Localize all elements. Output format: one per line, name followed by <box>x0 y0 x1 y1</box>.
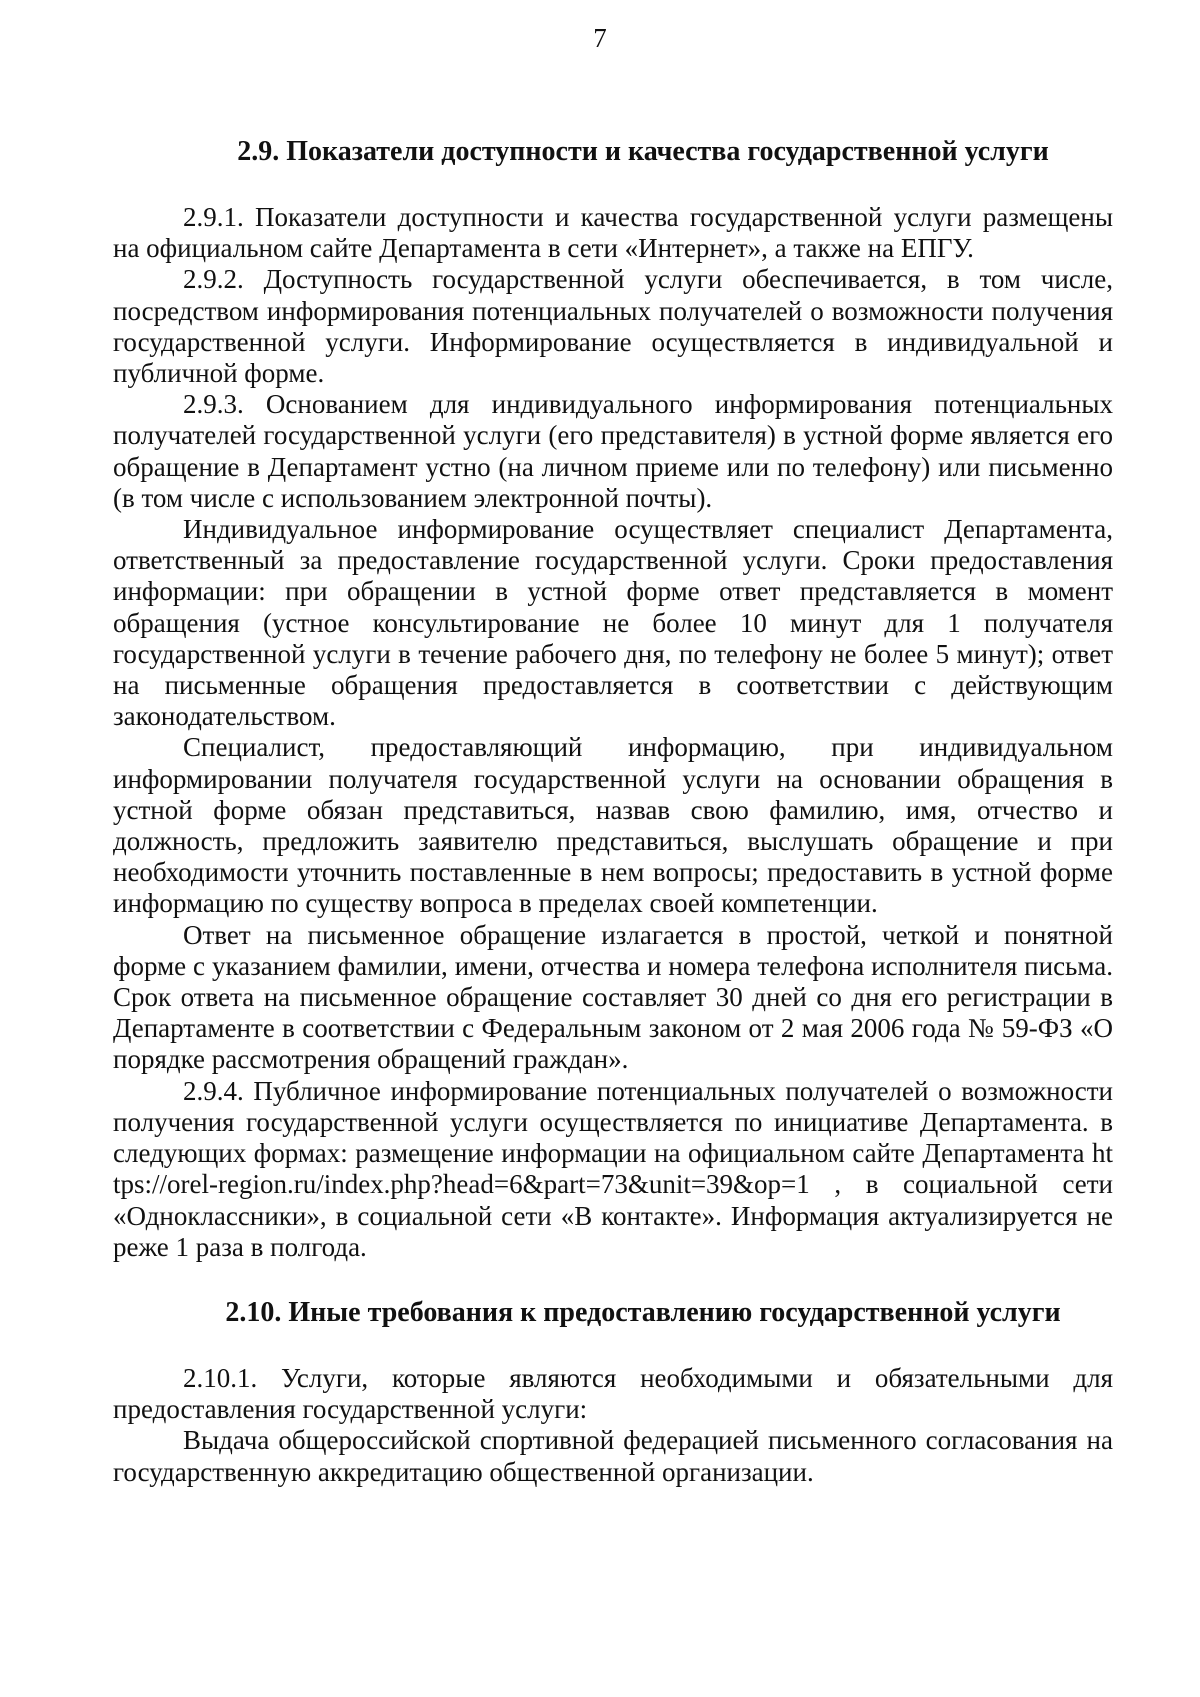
paragraph-2-9-4-text-start: 2.9.4. Публичное информирование потенциальных получателей о возможности получения государственной услуги осуществляется по инициативе Департамента. в следующих формах: размещение информации на официальном сайте Департамента <box>113 1075 1113 1169</box>
paragraph-2-9-1: 2.9.1. Показатели доступности и качества государственной услуги размещены на официальном сайте Департамента в сети «Интернет», а также на ЕПГУ. <box>113 202 1113 264</box>
paragraph-individual-informing: Индивидуальное информирование осуществляет специалист Департамента, ответственный за предоставление государственной услуги. Сроки предоставления информации: при обращении в устной форме ответ представляется в момент обращения (устное консультирование не более 10 минут для 1 получателя государственной услуги в течение рабочего дня, по телефону не более 5 минут); ответ на письменные обращения предоставляется в соответствии с действующим законодательством. <box>113 514 1113 732</box>
paragraph-2-9-4 <box>113 1076 1113 1263</box>
paragraph-2-9-2: 2.9.2. Доступность государственной услуги обеспечивается, в том числе, посредством информирования потенциальных получателей о возможности получения государственной услуги. Информирование осуществляется в индивидуальной и публичной форме. <box>113 264 1113 389</box>
paragraph-federation-approval: Выдача общероссийской спортивной федерацией письменного согласования на государственную аккредитацию общественной организации. <box>113 1425 1113 1487</box>
department-site-url: https://orel-region.ru/index.php?head=6&part=73&unit=39&op=1 <box>113 1138 1113 1200</box>
document-body <box>113 136 1113 1488</box>
paragraph-2-10-1: 2.10.1. Услуги, которые являются необходимыми и обязательными для предоставления государственной услуги: <box>113 1362 1113 1425</box>
section-heading-2-10: 2.10. Иные требования к предоставлению государственной услуги <box>225 1296 1061 1328</box>
paragraph-specialist-duties: Специалист, предоставляющий информацию, при индивидуальном информировании получателя государственной услуги на основании обращения в устной форме обязан представиться, назвав свою фамилию, имя, отчество и должность, предложить заявителю представиться, выслушать обращение и при необходимости уточнить поставленные в нем вопросы; предоставить в устной форме информацию по существу вопроса в пределах своей компетенции. <box>113 732 1113 919</box>
paragraph-2-9-4-text-end: , в социальной сети «Одноклассники», в социальной сети «В контакте». Информация актуализируется не реже 1 раза в полгода. <box>113 1169 1113 1262</box>
paragraph-written-answer: Ответ на письменное обращение излагается в простой, четкой и понятной форме с указанием фамилии, имени, отчества и номера телефона исполнителя письма. Срок ответа на письменное обращение составляет 30 дней со дня его регистрации в Департаменте в соответствии с Федеральным законом от 2 мая 2006 года № 59-ФЗ «О порядке рассмотрения обращений граждан». <box>113 919 1113 1075</box>
page-number: 7 <box>593 23 607 53</box>
section-heading-2-9: 2.9. Показатели доступности и качества государственной услуги <box>237 136 1049 167</box>
paragraph-2-9-3: 2.9.3. Основанием для индивидуального информирования потенциальных получателей государственной услуги (его представителя) в устной форме является его обращение в Департамент устно (на личном приеме или по телефону) или письменно (в том числе с использованием электронной почты). <box>113 389 1113 513</box>
